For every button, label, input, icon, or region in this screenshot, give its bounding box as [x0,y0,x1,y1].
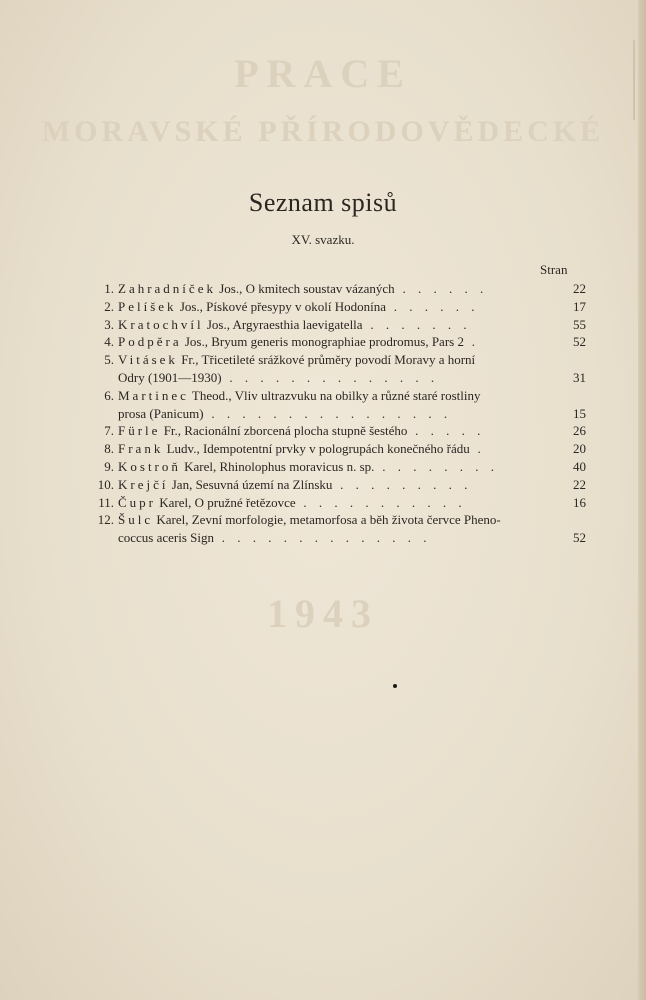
entry-author: Martinec [118,387,189,403]
entry-page: 52 [573,334,586,350]
entry-author: Čupr [118,494,156,510]
entry-page: 20 [573,441,586,457]
ink-speck [393,684,397,688]
entry-page: 52 [573,530,586,546]
toc-entry [88,494,586,512]
entry-text-continued [88,529,560,547]
entry-page: 55 [573,316,586,332]
entry-title: Karel, Zevní morfologie, metamorfosa a běh života červce Pheno- [153,512,501,528]
entry-title: Ludv., Idempotentní prvky v pologrupách konečného řádu [163,441,470,457]
entry-text [118,458,560,476]
toc-entry-continuation [88,529,586,547]
table-of-contents [88,280,586,547]
entry-page: 26 [573,423,586,439]
page-edge [638,0,646,1000]
entry-page: 17 [573,298,586,314]
toc-entry-continuation [88,405,586,423]
entry-title: Theod., Vliv ultrazvuku na obilky a různé staré rostliny [188,387,481,403]
entry-title-continued: Odry (1901—1930) [118,369,222,385]
entry-title: Fr., Racionální zborcená plocha stupně šestého [160,423,408,439]
page-column-header: Stran [540,262,568,277]
entry-dot-leader: . . . . . . [386,298,480,314]
toc-entry [88,458,586,476]
toc-entry [88,387,586,405]
toc-entry [88,511,586,529]
entry-dot-leader: . [463,334,480,350]
entry-text [118,298,560,316]
toc-entry [88,316,586,334]
entry-page: 31 [573,369,586,385]
entry-author: Podpěra [118,334,182,350]
toc-entry [88,333,586,351]
entry-page: 40 [573,458,586,474]
entry-author: Pelíšek [118,298,177,314]
entry-dot-leader: . . . . . . . [362,316,472,332]
entry-text [118,351,560,369]
entry-title: Jos., Pískové přesypy v okolí Hodonína [176,298,387,314]
bleed-through-text-3: 1943 [267,591,379,636]
entry-text [118,476,560,494]
entry-author: Vitásek [118,352,178,368]
entry-dot-leader: . . . . . . . . . . . [295,494,467,510]
entry-dot-leader: . . . . . . [394,281,488,296]
entry-number: 6. [104,387,114,403]
entry-page: 22 [573,281,586,296]
toc-entry [88,280,586,298]
entry-title: Jan, Sesuvná území na Zlínsku [168,476,333,492]
entry-author: Krejčí [118,476,169,492]
entry-text [118,511,560,529]
entry-author: Zahradníček [118,281,216,296]
bleed-through-text-1: PRACE [234,51,412,96]
entry-title: Fr., Třicetileté srážkové průměry povodí Moravy a horní [177,352,476,368]
entry-text-continued [88,405,560,423]
entry-title: Jos., Argyraesthia laevigatella [203,316,363,332]
page-subtitle: XV. svazku. [291,232,355,247]
toc-entry-continuation [88,369,586,387]
entry-dot-leader: . . . . . . . . . [332,476,472,492]
entry-text [118,440,560,458]
entry-dot-leader: . . . . . . . . . . . . . . [214,530,432,546]
entry-text-continued [88,369,560,387]
entry-number: 10. [97,476,114,492]
entry-title-continued: coccus aceris Sign [118,530,215,546]
entry-text [118,494,560,512]
entry-author: Kratochvíl [118,316,204,332]
entry-page: 15 [573,405,586,421]
entry-text [118,333,560,351]
entry-title: Jos., O kmitech soustav vázaných [215,281,395,296]
entry-dot-leader: . . . . . . . . . . . . . . [221,369,439,385]
entry-number: 4. [104,334,114,350]
entry-dot-leader: . . . . . . . . [374,458,499,474]
entry-title: Jos., Bryum generis monographiae prodromus, Pars 2 [181,334,464,350]
toc-entry [88,476,586,494]
bleed-through-text-2: MORAVSKÉ PŘÍRODOVĚDECKÉ [41,115,605,148]
entry-dot-leader: . [469,441,486,457]
entry-number: 1. [104,281,114,296]
entry-dot-leader: . . . . . . . . . . . . . . . . [203,405,452,421]
entry-number: 7. [104,423,114,439]
entry-text [118,422,560,440]
entry-dot-leader: . . . . . [407,423,485,439]
entry-page: 16 [573,494,586,510]
toc-entry [88,422,586,440]
entry-author: Šulc [118,512,154,528]
entry-number: 11. [98,494,114,510]
entry-number: 12. [97,512,114,528]
entry-number: 5. [104,352,114,368]
entry-text [118,387,560,405]
entry-text [118,280,560,298]
entry-number: 9. [104,458,114,474]
toc-entry [88,298,586,316]
entry-title: Karel, O pružné řetězovce [156,494,296,510]
entry-page: 22 [573,476,586,492]
toc-entry [88,351,586,369]
entry-author: Fürle [118,423,161,439]
entry-title-continued: prosa (Panicum) [118,405,204,421]
entry-number: 8. [104,441,114,457]
page-title: Seznam spisů [248,188,398,217]
entry-text [118,316,560,334]
entry-title: Karel, Rhinolophus moravicus n. sp. [180,458,375,474]
entry-author: Kostroň [118,458,181,474]
entry-number: 3. [104,316,114,332]
entry-author: Frank [118,441,164,457]
entry-number: 2. [104,298,114,314]
toc-entry [88,440,586,458]
